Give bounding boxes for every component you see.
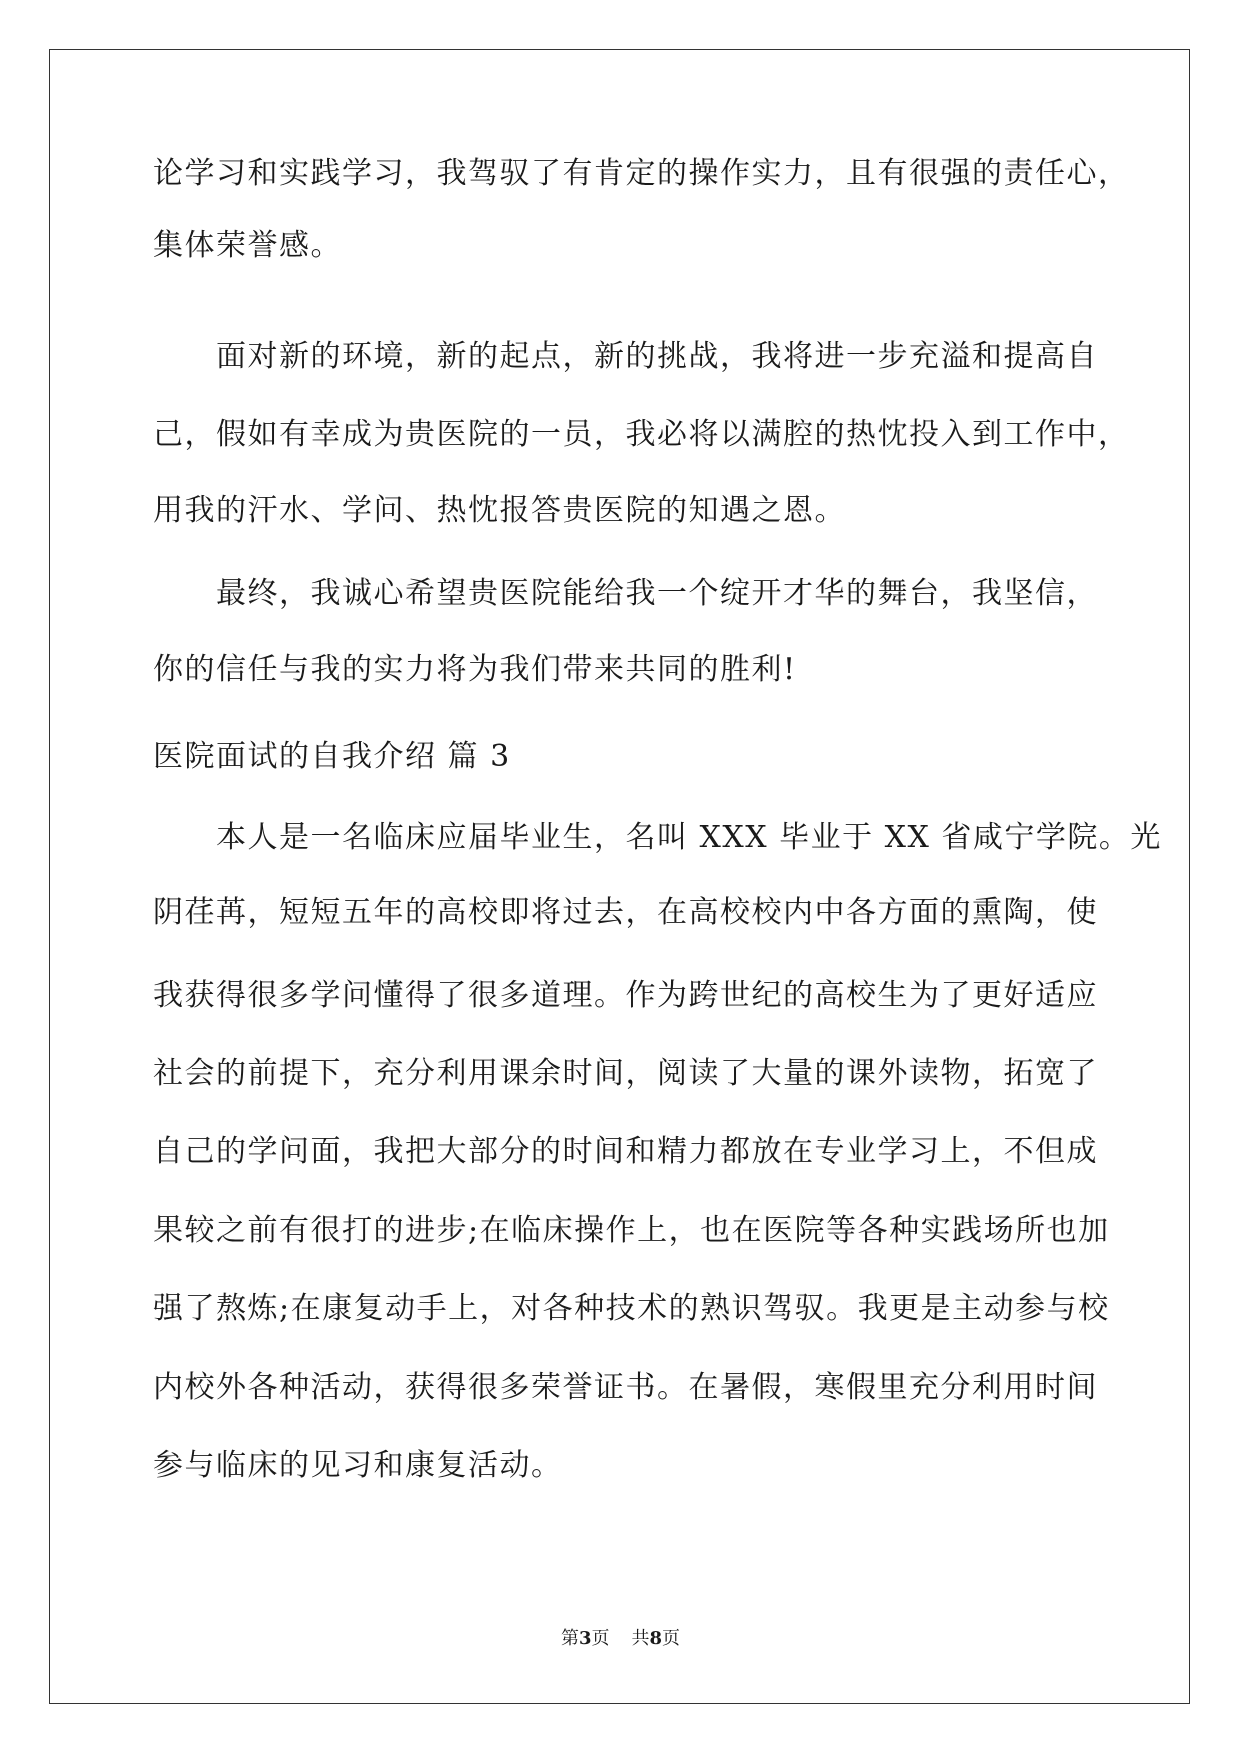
- text-line: 内校外各种活动，获得很多荣誉证书。在暑假，寒假里充分利用时间: [153, 1370, 1098, 1405]
- text-line: 自己的学问面，我把大部分的时间和精力都放在专业学习上，不但成: [153, 1134, 1098, 1169]
- page-footer: [0, 1627, 1241, 1651]
- total-prefix: 共: [631, 1628, 650, 1649]
- text-line: 论学习和实践学习，我驾驭了有肯定的操作实力，且有很强的责任心，: [153, 156, 1130, 191]
- page-suffix: 页: [591, 1628, 610, 1649]
- text-line: 果较之前有很打的进步;在临床操作上，也在医院等各种实践场所也加: [153, 1213, 1110, 1248]
- text-line: 用我的汗水、学问、热忱报答贵医院的知遇之恩。: [153, 493, 846, 528]
- paragraph-start-line: 最终，我诚心希望贵医院能给我一个绽开才华的舞台，我坚信，: [216, 576, 1098, 611]
- text-line: 强了熬炼;在康复动手上，对各种技术的熟识驾驭。我更是主动参与校: [153, 1291, 1110, 1326]
- current-page-number: 3: [578, 1628, 592, 1649]
- paragraph-start-line: 面对新的环境，新的起点，新的挑战，我将进一步充溢和提高自: [216, 339, 1098, 374]
- paragraph-start-line: 本人是一名临床应届毕业生，名叫 XXX 毕业于 XX 省咸宁学院。光: [216, 820, 1162, 855]
- total-page-number: 8: [649, 1628, 663, 1649]
- text-line: 阴荏苒，短短五年的高校即将过去，在高校校内中各方面的熏陶，使: [153, 895, 1098, 930]
- text-line: 己，假如有幸成为贵医院的一员，我必将以满腔的热忱投入到工作中，: [153, 417, 1130, 452]
- text-line: 社会的前提下，充分利用课余时间，阅读了大量的课外读物，拓宽了: [153, 1056, 1098, 1091]
- text-line: 你的信任与我的实力将为我们带来共同的胜利!: [153, 652, 797, 687]
- text-line: 集体荣誉感。: [153, 228, 342, 263]
- section-heading: 医院面试的自我介绍 篇 3: [153, 739, 511, 774]
- total-suffix: 页: [662, 1628, 681, 1649]
- text-line: 参与临床的见习和康复活动。: [153, 1448, 563, 1483]
- text-line: 我获得很多学问懂得了很多道理。作为跨世纪的高校生为了更好适应: [153, 978, 1098, 1013]
- page-prefix: 第: [560, 1628, 579, 1649]
